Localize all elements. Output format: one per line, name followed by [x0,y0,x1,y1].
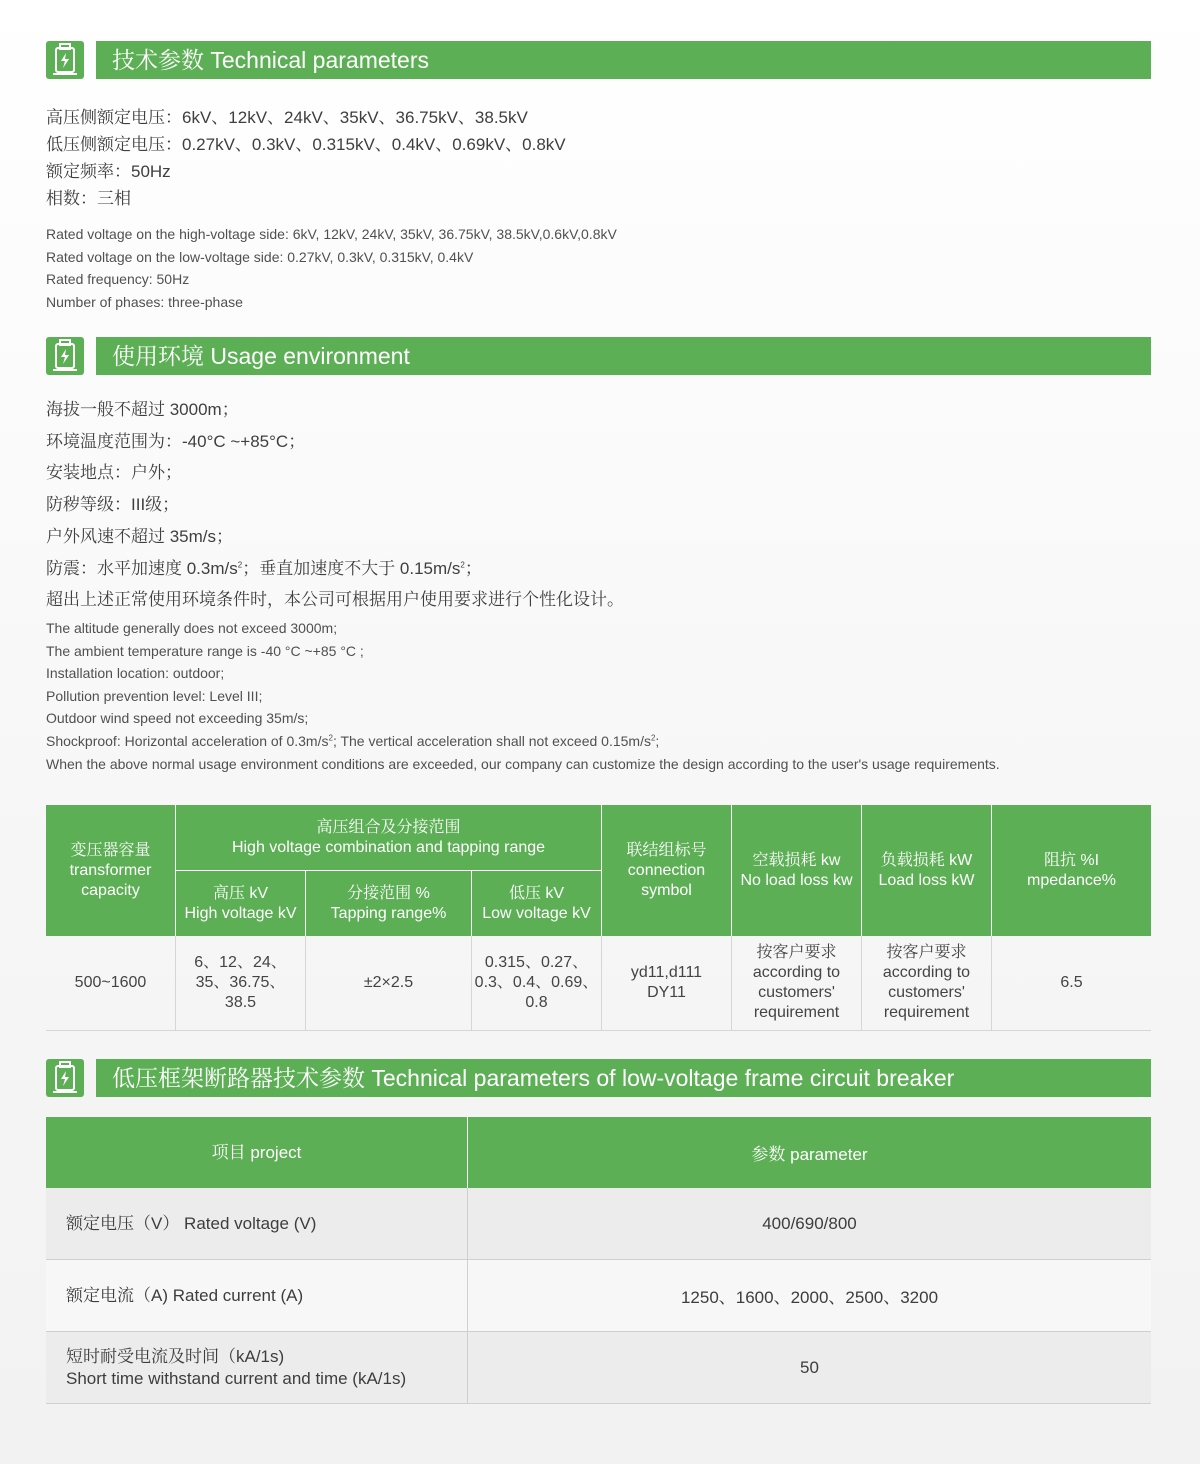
header-text: 低压 kV [508,884,565,902]
header-text: Tapping range% [330,904,447,922]
shock-text-a: Shockproof: Horizontal acceleration of 0.3m/s [46,732,329,749]
section-header-technical-parameters [46,41,1151,79]
text-line: Installation location: outdoor; [46,665,225,682]
cell-text: 0.3、0.4、0.69、 [474,974,599,991]
header-hv [176,871,306,936]
cell-text: DY11 [647,984,686,1001]
header-text: 分接范围 % [347,884,430,902]
cell-lv [472,936,602,1030]
header-text: 阻抗 %I [1043,851,1100,869]
section-title: 低压框架断路器技术参数 Technical parameters of low-voltage frame circuit breaker [96,1059,1151,1097]
text-line: 防秽等级：III级； [46,495,180,515]
text-line: The ambient temperature range is -40 °C ~+85 °C ; [46,642,364,659]
cell-text: 按客户要求 [756,944,837,961]
section-header-breaker-parameters [46,1059,1151,1097]
header-project: 项目 project [46,1117,468,1188]
header-text: mpedance% [1027,871,1116,889]
text-line: Rated voltage on the high-voltage side: 6kV, 12kV, 24kV, 35kV, 36.75kV, 38.5kV,0.6kV,0.8kV [46,226,617,242]
header-text: Low voltage kV [482,904,591,922]
cell-hv [176,936,306,1030]
text-line: Outdoor wind speed not exceeding 35m/s; [46,710,309,727]
cell-text: ±2×2.5 [363,974,414,991]
cell-tap [306,936,472,1030]
section-header-usage-environment [46,337,1151,375]
row-item: 额定电压（V） Rated voltage (V) [46,1188,468,1259]
header-lv [472,871,602,936]
row-value: 50 [800,1357,819,1377]
header-text: transformer [69,861,152,879]
header-capacity [46,805,176,936]
cell-text: according to [752,964,841,981]
header-impedance [992,805,1151,936]
cell-text: requirement [753,1004,840,1021]
shock-text-c: ； [464,558,482,578]
text-line: 相数：三相 [46,189,131,208]
transformer-icon [46,337,84,375]
table-row [46,1332,1151,1404]
header-hv-group [176,805,602,871]
text-line: Pollution prevention level: Level III; [46,687,263,704]
text-line: Rated frequency: 50Hz [46,271,190,287]
header-load-loss [862,805,992,936]
text-line: 低压侧额定电压：0.27kV、0.3kV、0.315kV、0.4kV、0.69kV、0.8kV [46,135,566,154]
header-text: High voltage kV [184,904,297,922]
table-bottom-border [46,1030,1151,1031]
row-item [46,1332,468,1403]
text-line: Rated voltage on the low-voltage side: 0.27kV, 0.3kV, 0.315kV, 0.4kV [46,248,474,265]
text-line: Number of phases: three-phase [46,293,243,310]
header-connection [602,805,732,936]
header-text: 空载损耗 kw [752,851,841,869]
cell-text: 6.5 [1060,974,1083,991]
row-value: 400/690/800 [762,1213,857,1233]
cell-text: 500~1600 [74,974,147,991]
shock-text-b: ; The vertical acceleration shall not exceed 0.15m/s [332,732,651,749]
table-header-row [46,1117,1151,1188]
cell-text: 0.8 [525,994,548,1011]
text-line: 环境温度范围为：-40°C ~+85°C； [46,431,306,451]
row-item-en: Short time withstand current and time (kA/1s) [66,1368,407,1388]
superscript: 2 [237,559,243,569]
cell-text: 0.315、0.27、 [484,954,589,971]
header-text: High voltage combination and tapping range [231,838,546,856]
header-text: 负载损耗 kW [880,851,973,869]
header-text: Load loss kW [878,871,975,889]
cell-text: yd11,d111 [630,964,703,981]
header-text: 变压器容量 [70,841,151,859]
row-item-zh: 短时耐受电流及时间（kA/1s) [66,1346,285,1366]
header-no-load-loss [732,805,862,936]
cell-text: according to [882,964,971,981]
table-row [46,1260,1151,1332]
header-text: 高压 kV [212,884,269,902]
header-text: symbol [641,881,692,899]
text-line: 高压侧额定电压：6kV、12kV、24kV、35kV、36.75kV、38.5kV [46,108,528,127]
cell-text: customers' [888,984,965,1001]
transformer-icon [46,1059,84,1097]
text-line: 户外风速不超过 35m/s； [46,526,234,546]
section-title: 使用环境 Usage environment [96,337,1151,375]
header-text: connection [627,861,706,879]
cell-text: 按客户要求 [886,944,967,961]
superscript: 2 [328,733,333,743]
usage-environment-zh [46,394,624,616]
technical-parameters-en [46,223,617,313]
cell-text: 35、36.75、 [195,974,286,991]
superscript: 2 [460,559,465,569]
usage-environment-en [46,617,1000,775]
header-text: 联结组标号 [626,841,707,859]
cell-text: 6、12、24、 [194,954,287,971]
header-tap [306,871,472,936]
table-row [46,1188,1151,1260]
cell-text: customers' [758,984,835,1001]
header-text: 高压组合及分接范围 [316,818,461,836]
transformer-parameters-table [46,805,1151,1031]
shock-text-a: 防震：水平加速度 0.3m/s [46,558,238,578]
technical-parameters-zh [46,104,566,212]
section-title: 技术参数 Technical parameters [96,41,1151,79]
text-line: 安装地点：户外； [46,463,182,483]
breaker-parameters-table [46,1117,1151,1404]
text-line: When the above normal usage environment conditions are exceeded, our company can customize the design according to the user's usage requirements. [46,755,1000,772]
row-item: 额定电流（A) Rated current (A) [46,1260,468,1331]
shock-text-b: ；垂直加速度不大于 0.15m/s [242,558,461,578]
header-text: capacity [81,881,140,899]
header-text: No load loss kw [740,871,853,889]
cell-impedance [992,936,1151,1030]
cell-load-loss [862,936,992,1030]
cell-no-load-loss [732,936,862,1030]
text-line: 额定频率：50Hz [46,162,171,181]
cell-text: requirement [883,1004,970,1021]
row-value: 1250、1600、2000、2500、3200 [680,1288,939,1307]
text-line: The altitude generally does not exceed 3000m; [46,620,338,636]
cell-connection [602,936,732,1030]
text-line: 超出上述正常使用环境条件时，本公司可根据用户使用要求进行个性化设计。 [46,590,624,610]
shock-text-c: ; [655,732,660,749]
text-line-shockproof [46,553,624,585]
superscript: 2 [650,733,656,743]
transformer-icon [46,41,84,79]
cell-text: 38.5 [224,994,257,1011]
header-parameter: 参数 parameter [751,1145,868,1164]
text-line: 海拔一般不超过 3000m； [46,400,239,419]
text-line-shockproof [46,730,1000,753]
cell-capacity [46,936,176,1030]
